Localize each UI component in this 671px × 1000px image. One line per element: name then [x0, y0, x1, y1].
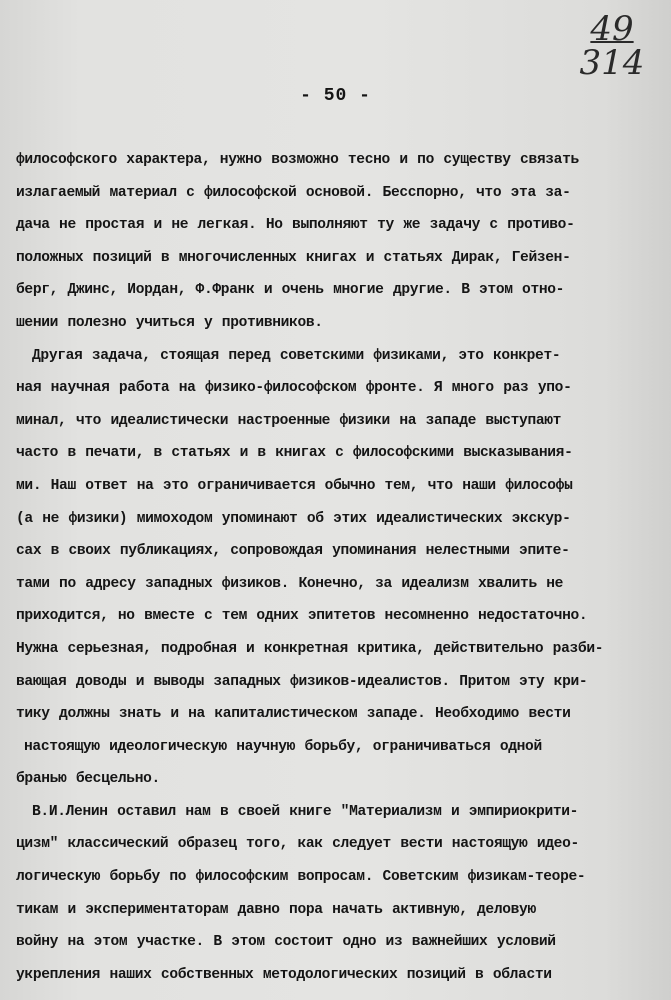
text-line: тику должны знать и на капиталистическом западе. Необходимо вести: [16, 706, 571, 723]
text-line: Нужна серьезная, подробная и конкретная критика, действительно разби-: [16, 640, 604, 657]
text-line: минал, что идеалистически настроенные физики на западе выступают: [16, 412, 562, 429]
archive-folio-bottom: 314: [579, 43, 645, 83]
text-line: часто в печати, в статьях и в книгах с философскими высказывания-: [16, 445, 573, 462]
text-line: настоящую идеологическую научную борьбу, ограничиваться одной: [24, 738, 542, 755]
text-line: берг, Джинс, Иордан, Ф.Франк и очень многие другие. В этом отно-: [16, 282, 565, 299]
text-line: излагаемый материал с философской основой. Бесспорно, что эта за-: [16, 184, 571, 201]
text-line: дача не простая и не легкая. Но выполняют ту же задачу с противо-: [16, 217, 575, 234]
text-line: бранью бесцельно.: [16, 771, 160, 788]
text-line: приходится, но вместе с тем одних эпитетов несомненно недостаточно.: [16, 608, 588, 625]
text-line: (а не физики) мимоходом упоминают об этих идеалистических экскур-: [16, 510, 571, 527]
text-line: философского характера, нужно возможно тесно и по существу связать: [16, 152, 579, 168]
text-line: тами по адресу западных физиков. Конечно, за идеализм хвалить не: [16, 575, 564, 592]
text-line: логическую борьбу по философским вопросам. Советским физикам-теоре-: [16, 869, 586, 886]
text-line: ми. Наш ответ на это ограничивается обычно тем, что наши философы: [16, 477, 573, 494]
text-line: войну на этом участке. В этом состоит одно из важнейших условий: [16, 934, 556, 951]
text-line: положных позиций в многочисленных книгах и статьях Дирак, Гейзен-: [16, 249, 571, 266]
text-line: укрепления наших собственных методологических позиций в области: [16, 966, 552, 983]
text-line: шении полезно учиться у противников.: [16, 314, 323, 331]
archive-folio-top: 49: [590, 9, 634, 49]
text-line: вающая доводы и выводы западных физиков-идеалистов. Притом эту кри-: [16, 673, 588, 690]
body-text: [16, 144, 666, 991]
archive-folio-mark: [567, 10, 657, 82]
text-line: ная научная работа на физико-философском фронте. Я много раз упо-: [16, 380, 572, 397]
text-line: Другая задача, стоящая перед советскими физиками, это конкрет-: [32, 347, 561, 364]
page-number: - 50 -: [300, 86, 371, 106]
text-line: сах в своих публикациях, сопровождая упоминания нелестными эпите-: [16, 543, 570, 560]
text-line: В.И.Ленин оставил нам в своей книге "Материализм и эмпириокрити-: [32, 803, 579, 820]
text-line: цизм" классический образец того, как следует вести настоящую идео-: [16, 836, 579, 853]
text-line: тикам и экспериментаторам давно пора начать активную, деловую: [16, 901, 536, 918]
